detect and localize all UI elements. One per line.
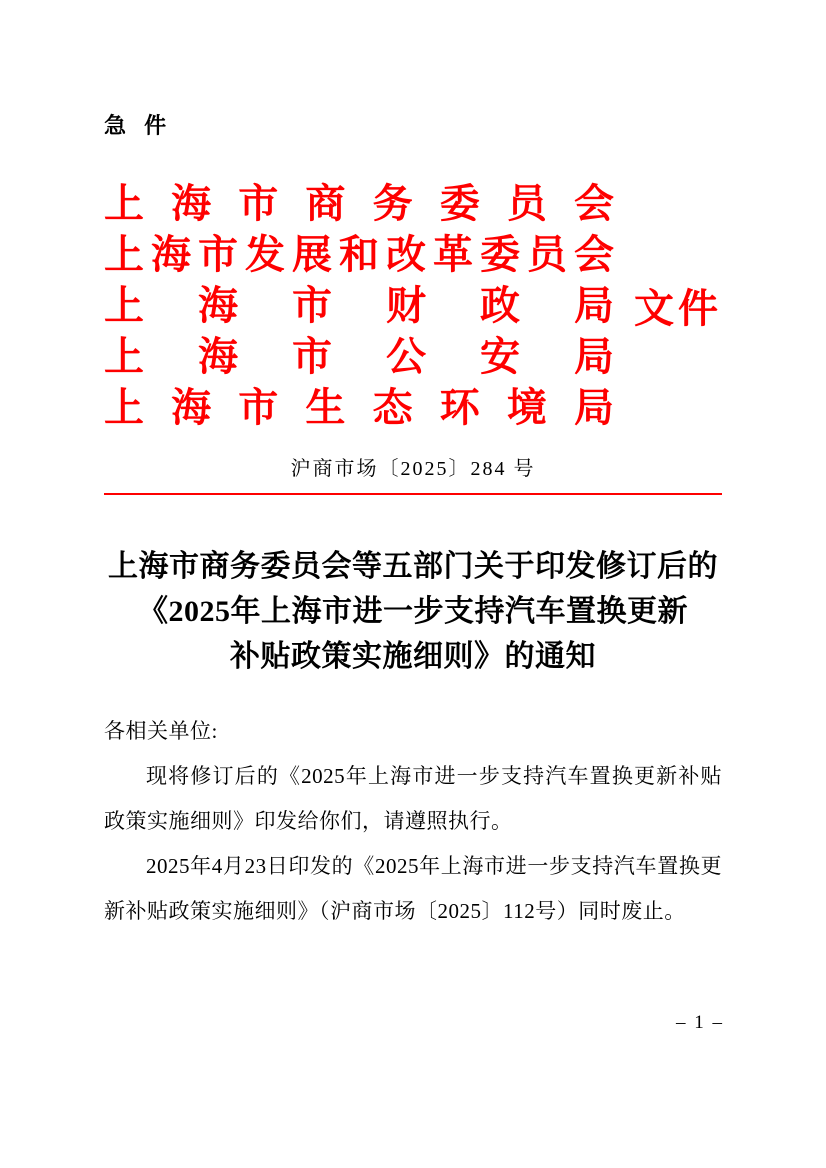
agency-name-line: 上海市发展和改革委员会 [104, 232, 614, 277]
agency-name-list [104, 178, 614, 433]
agency-name-line: 上海市商务委员会 [104, 181, 614, 226]
page-number: – 1 – [676, 1012, 724, 1033]
salutation: 各相关单位: [104, 719, 218, 743]
red-separator-rule [104, 493, 722, 495]
red-header-banner [104, 178, 722, 433]
document-number: 沪商市场〔2025〕284 号 [290, 458, 536, 480]
document-content [104, 0, 722, 934]
body-paragraph: 2025年4月23日印发的《2025年上海市进一步支持汽车置换更新补贴政策实施细则》（沪商市场〔2025〕112号）同时废止。 [104, 854, 722, 923]
notice-title [104, 544, 722, 679]
notice-title-line: 《2025年上海市进一步支持汽车置换更新 [138, 595, 688, 628]
notice-body [104, 709, 722, 934]
urgent-label: 急 件 [104, 113, 173, 138]
wenjian-suffix-label: 文件 [634, 286, 722, 331]
body-paragraph: 现将修订后的《2025年上海市进一步支持汽车置换更新补贴政策实施细则》印发给你们，请遵照执行。 [104, 764, 722, 833]
agency-name-line: 上海市公安局 [104, 334, 614, 379]
notice-title-line: 补贴政策实施细则》的通知 [230, 640, 596, 673]
agency-name-line: 上海市生态环境局 [104, 385, 614, 430]
notice-title-line: 上海市商务委员会等五部门关于印发修订后的 [108, 550, 718, 583]
agency-name-line: 上海市财政局 [104, 283, 614, 328]
